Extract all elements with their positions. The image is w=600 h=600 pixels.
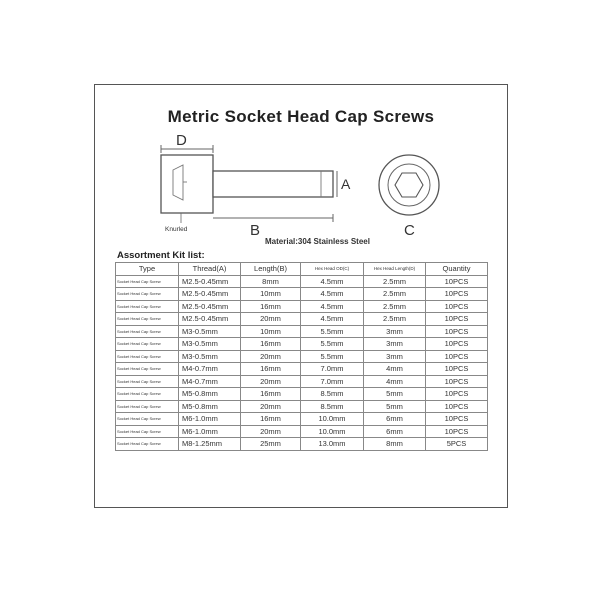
table-row	[116, 300, 488, 313]
cell-head-od: 5.5mm	[301, 338, 364, 351]
cell-head-od: 7.0mm	[301, 375, 364, 388]
header-length: Length(B)	[241, 263, 301, 276]
cell-thread: M3-0.5mm	[179, 325, 241, 338]
cell-quantity: 10PCS	[426, 375, 488, 388]
cell-quantity: 10PCS	[426, 350, 488, 363]
screw-shank	[213, 171, 333, 197]
cell-length: 20mm	[241, 375, 301, 388]
table-row	[116, 438, 488, 451]
cell-length: 20mm	[241, 313, 301, 326]
label-b: B	[250, 222, 261, 239]
cell-quantity: 10PCS	[426, 363, 488, 376]
cell-quantity: 5PCS	[426, 438, 488, 451]
cell-length: 16mm	[241, 388, 301, 401]
cell-head-length: 2.5mm	[364, 300, 426, 313]
cell-thread: M6-1.0mm	[179, 425, 241, 438]
cell-thread: M5-0.8mm	[179, 400, 241, 413]
cell-type: Socket Head Cap Screw	[116, 338, 179, 351]
cell-quantity: 10PCS	[426, 413, 488, 426]
assortment-table	[115, 262, 488, 451]
cell-quantity: 10PCS	[426, 425, 488, 438]
cell-thread: M6-1.0mm	[179, 413, 241, 426]
cell-type: Socket Head Cap Screw	[116, 438, 179, 451]
cell-type: Socket Head Cap Screw	[116, 413, 179, 426]
cell-head-od: 4.5mm	[301, 300, 364, 313]
head-end-view-inner	[388, 164, 430, 206]
cell-quantity: 10PCS	[426, 400, 488, 413]
screw-head	[161, 155, 213, 213]
cell-length: 16mm	[241, 300, 301, 313]
table-row	[116, 338, 488, 351]
cell-thread: M3-0.5mm	[179, 350, 241, 363]
table-row	[116, 363, 488, 376]
cell-type: Socket Head Cap Screw	[116, 388, 179, 401]
cell-length: 10mm	[241, 288, 301, 301]
table-row	[116, 288, 488, 301]
cell-thread: M4-0.7mm	[179, 363, 241, 376]
cell-quantity: 10PCS	[426, 288, 488, 301]
cell-thread: M8-1.25mm	[179, 438, 241, 451]
cell-head-od: 13.0mm	[301, 438, 364, 451]
cell-thread: M2.5-0.45mm	[179, 275, 241, 288]
cell-thread: M2.5-0.45mm	[179, 288, 241, 301]
spec-card	[94, 84, 508, 508]
cell-length: 16mm	[241, 338, 301, 351]
cell-head-od: 4.5mm	[301, 313, 364, 326]
table-row	[116, 325, 488, 338]
cell-length: 16mm	[241, 413, 301, 426]
cell-thread: M2.5-0.45mm	[179, 300, 241, 313]
kit-list-heading: Assortment Kit list:	[117, 250, 205, 261]
label-c: C	[404, 222, 415, 239]
cell-head-length: 3mm	[364, 338, 426, 351]
table-header-row	[116, 263, 488, 276]
cell-quantity: 10PCS	[426, 300, 488, 313]
cell-head-length: 8mm	[364, 438, 426, 451]
label-a: A	[341, 176, 351, 192]
cell-type: Socket Head Cap Screw	[116, 275, 179, 288]
table-row	[116, 400, 488, 413]
material-note: Material:304 Stainless Steel	[265, 237, 370, 246]
cell-quantity: 10PCS	[426, 388, 488, 401]
cell-head-length: 6mm	[364, 413, 426, 426]
table-row	[116, 425, 488, 438]
cell-head-length: 6mm	[364, 425, 426, 438]
cell-type: Socket Head Cap Screw	[116, 375, 179, 388]
table-row	[116, 375, 488, 388]
cell-head-length: 2.5mm	[364, 288, 426, 301]
cell-quantity: 10PCS	[426, 338, 488, 351]
header-head-od: Hex Head OD(C)	[301, 263, 364, 276]
cell-head-od: 4.5mm	[301, 275, 364, 288]
table-row	[116, 388, 488, 401]
table-body	[116, 275, 488, 450]
cell-quantity: 10PCS	[426, 275, 488, 288]
cell-head-length: 4mm	[364, 363, 426, 376]
cell-head-od: 8.5mm	[301, 388, 364, 401]
cell-type: Socket Head Cap Screw	[116, 350, 179, 363]
header-head-length: Hex Head Length(D)	[364, 263, 426, 276]
cell-head-length: 3mm	[364, 350, 426, 363]
cell-head-od: 4.5mm	[301, 288, 364, 301]
header-quantity: Quantity	[426, 263, 488, 276]
table-row	[116, 275, 488, 288]
cell-type: Socket Head Cap Screw	[116, 325, 179, 338]
cell-head-od: 10.0mm	[301, 425, 364, 438]
header-type: Type	[116, 263, 179, 276]
cell-head-length: 2.5mm	[364, 313, 426, 326]
cell-type: Socket Head Cap Screw	[116, 425, 179, 438]
cell-thread: M2.5-0.45mm	[179, 313, 241, 326]
cell-type: Socket Head Cap Screw	[116, 313, 179, 326]
cell-type: Socket Head Cap Screw	[116, 400, 179, 413]
cell-thread: M4-0.7mm	[179, 375, 241, 388]
cell-head-od: 10.0mm	[301, 413, 364, 426]
cell-head-od: 5.5mm	[301, 325, 364, 338]
cell-head-od: 7.0mm	[301, 363, 364, 376]
cell-head-length: 2.5mm	[364, 275, 426, 288]
label-d: D	[176, 132, 187, 149]
cell-type: Socket Head Cap Screw	[116, 363, 179, 376]
cell-type: Socket Head Cap Screw	[116, 288, 179, 301]
cell-head-length: 5mm	[364, 400, 426, 413]
cell-type: Socket Head Cap Screw	[116, 300, 179, 313]
cell-head-od: 5.5mm	[301, 350, 364, 363]
header-thread: Thread(A)	[179, 263, 241, 276]
table-row	[116, 413, 488, 426]
cell-length: 20mm	[241, 400, 301, 413]
cell-length: 20mm	[241, 425, 301, 438]
cell-thread: M3-0.5mm	[179, 338, 241, 351]
table-row	[116, 313, 488, 326]
cell-length: 25mm	[241, 438, 301, 451]
page-title: Metric Socket Head Cap Screws	[167, 107, 435, 126]
cell-thread: M5-0.8mm	[179, 388, 241, 401]
cell-length: 16mm	[241, 363, 301, 376]
table-row	[116, 350, 488, 363]
cell-head-od: 8.5mm	[301, 400, 364, 413]
cell-head-length: 4mm	[364, 375, 426, 388]
cell-quantity: 10PCS	[426, 325, 488, 338]
cell-head-length: 3mm	[364, 325, 426, 338]
cell-length: 8mm	[241, 275, 301, 288]
screw-diagram	[95, 85, 509, 255]
cell-head-length: 5mm	[364, 388, 426, 401]
knurled-label: Knurled	[165, 226, 188, 233]
cell-length: 20mm	[241, 350, 301, 363]
cell-quantity: 10PCS	[426, 313, 488, 326]
cell-length: 10mm	[241, 325, 301, 338]
